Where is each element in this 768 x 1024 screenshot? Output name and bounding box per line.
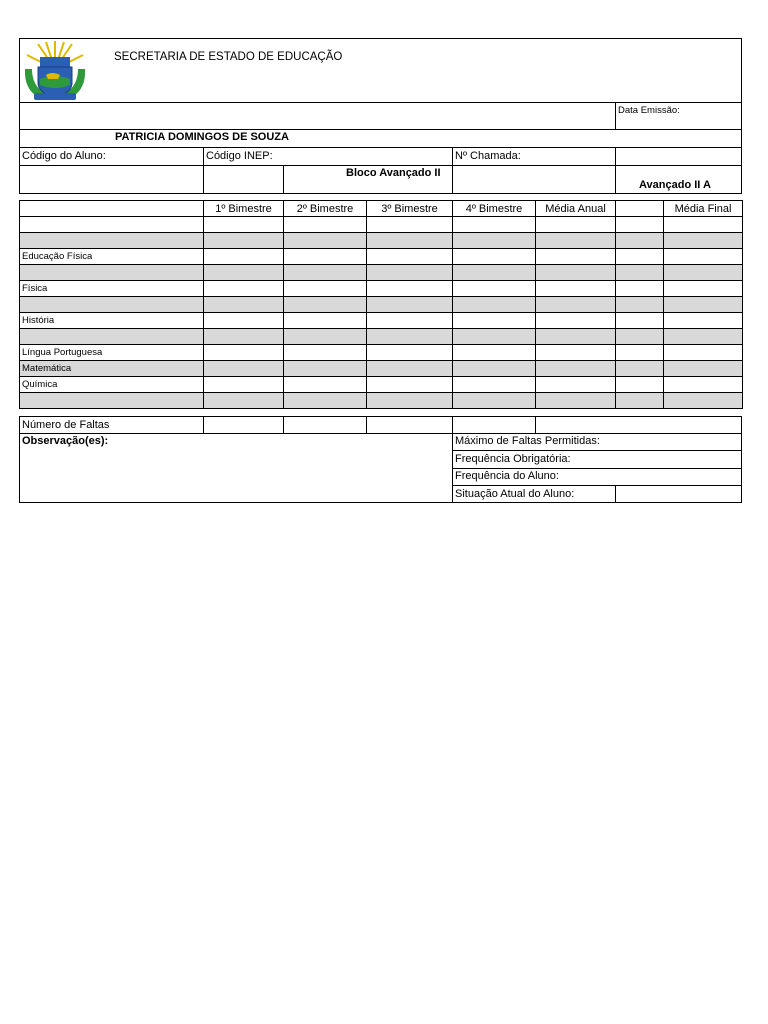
observacoes-label: Observação(es): xyxy=(22,435,109,447)
grade-cell xyxy=(367,329,453,345)
grade-cell xyxy=(536,313,616,329)
grade-cell xyxy=(536,217,616,233)
grade-cell xyxy=(536,297,616,313)
grade-cell xyxy=(453,345,536,361)
table-row xyxy=(20,297,743,313)
grade-cell xyxy=(284,297,367,313)
grade-cell xyxy=(204,361,284,377)
col-header xyxy=(20,201,204,217)
grade-cell xyxy=(284,377,367,393)
grade-cell xyxy=(616,361,664,377)
grade-cell xyxy=(367,281,453,297)
grade-cell xyxy=(367,233,453,249)
col-header: 1º Bimestre xyxy=(204,201,284,217)
grade-cell xyxy=(536,345,616,361)
grade-cell xyxy=(616,265,664,281)
grade-cell xyxy=(453,361,536,377)
grade-cell xyxy=(536,281,616,297)
table-row xyxy=(20,233,743,249)
grade-cell xyxy=(204,377,284,393)
grade-cell xyxy=(284,345,367,361)
table-row xyxy=(20,217,743,233)
grade-cell xyxy=(453,217,536,233)
table-row xyxy=(20,345,743,361)
grade-cell xyxy=(284,265,367,281)
grade-cell xyxy=(616,345,664,361)
col-header: 4º Bimestre xyxy=(453,201,536,217)
grade-cell xyxy=(204,345,284,361)
grade-cell xyxy=(616,233,664,249)
table-row xyxy=(20,249,743,265)
grade-cell xyxy=(204,329,284,345)
grade-cell xyxy=(453,377,536,393)
grade-cell xyxy=(536,249,616,265)
grade-cell xyxy=(536,361,616,377)
col-header: 2º Bimestre xyxy=(284,201,367,217)
grade-cell xyxy=(616,297,664,313)
chamada-label: Nº Chamada: xyxy=(455,150,521,162)
grade-cell xyxy=(536,265,616,281)
grade-cell xyxy=(204,249,284,265)
grade-cell xyxy=(664,393,743,409)
subject-cell: Química xyxy=(20,377,204,393)
grade-cell xyxy=(453,281,536,297)
grade-cell xyxy=(664,361,743,377)
grade-cell xyxy=(453,393,536,409)
grade-cell xyxy=(367,393,453,409)
codigo-aluno-label: Código do Aluno: xyxy=(22,150,106,162)
grades-header-row xyxy=(20,201,743,217)
grade-cell xyxy=(616,217,664,233)
grade-cell xyxy=(664,233,743,249)
grade-cell xyxy=(536,377,616,393)
table-row xyxy=(20,329,743,345)
codigo-inep-label: Código INEP: xyxy=(206,150,273,162)
grade-cell xyxy=(453,313,536,329)
col-header: Média Final xyxy=(664,201,743,217)
grade-cell xyxy=(664,265,743,281)
grade-cell xyxy=(616,281,664,297)
table-row xyxy=(20,281,743,297)
subject-cell xyxy=(20,233,204,249)
grade-cell xyxy=(664,345,743,361)
grade-cell xyxy=(284,217,367,233)
subject-cell: Língua Portuguesa xyxy=(20,345,204,361)
table-row xyxy=(20,377,743,393)
grade-cell xyxy=(367,217,453,233)
subject-cell: Matemática xyxy=(20,361,204,377)
subject-cell: Física xyxy=(20,281,204,297)
grade-cell xyxy=(284,393,367,409)
grade-cell xyxy=(616,249,664,265)
grade-cell xyxy=(616,329,664,345)
freq-obrig-label: Frequência Obrigatória: xyxy=(455,453,571,465)
grade-cell xyxy=(536,233,616,249)
grade-cell xyxy=(664,249,743,265)
grade-cell xyxy=(664,297,743,313)
subject-cell xyxy=(20,265,204,281)
grade-cell xyxy=(204,217,284,233)
situacao-label: Situação Atual do Aluno: xyxy=(455,488,575,500)
grade-cell xyxy=(664,313,743,329)
grades-table xyxy=(19,200,743,409)
grade-cell xyxy=(453,329,536,345)
report-card xyxy=(19,38,742,503)
grade-cell xyxy=(284,329,367,345)
grade-cell xyxy=(367,361,453,377)
grade-cell xyxy=(284,281,367,297)
grade-cell xyxy=(664,281,743,297)
grade-cell xyxy=(536,329,616,345)
student-name: PATRICIA DOMINGOS DE SOUZA xyxy=(115,131,289,143)
turma-label: Avançado II A xyxy=(639,179,711,191)
grade-cell xyxy=(367,249,453,265)
grade-cell xyxy=(367,265,453,281)
grade-cell xyxy=(664,377,743,393)
grade-cell xyxy=(453,297,536,313)
grade-cell xyxy=(284,233,367,249)
grade-cell xyxy=(453,233,536,249)
subject-cell xyxy=(20,329,204,345)
faltas-label: Número de Faltas xyxy=(22,419,110,431)
col-header: Média Anual xyxy=(536,201,616,217)
table-row xyxy=(20,313,743,329)
state-coat-of-arms-icon xyxy=(22,39,88,103)
grade-cell xyxy=(616,313,664,329)
grade-cell xyxy=(453,249,536,265)
grade-cell xyxy=(284,313,367,329)
grade-cell xyxy=(204,233,284,249)
subject-cell xyxy=(20,393,204,409)
grade-cell xyxy=(284,361,367,377)
freq-aluno-label: Frequência do Aluno: xyxy=(455,470,559,482)
grade-cell xyxy=(616,377,664,393)
table-row xyxy=(20,393,743,409)
grade-cell xyxy=(536,393,616,409)
subject-cell: História xyxy=(20,313,204,329)
grade-cell xyxy=(204,297,284,313)
table-row xyxy=(20,265,743,281)
grade-cell xyxy=(204,265,284,281)
col-header xyxy=(616,201,664,217)
grade-cell xyxy=(367,297,453,313)
col-header: 3º Bimestre xyxy=(367,201,453,217)
table-row xyxy=(20,361,743,377)
grade-cell xyxy=(204,313,284,329)
grade-cell xyxy=(204,393,284,409)
grade-cell xyxy=(453,265,536,281)
bloco-label: Bloco Avançado II xyxy=(346,167,441,179)
agency-title: SECRETARIA DE ESTADO DE EDUCAÇÃO xyxy=(114,51,343,63)
grade-cell xyxy=(664,217,743,233)
max-faltas-label: Máximo de Faltas Permitidas: xyxy=(455,435,600,447)
grade-cell xyxy=(616,393,664,409)
grade-cell xyxy=(367,377,453,393)
grade-cell xyxy=(367,345,453,361)
grade-cell xyxy=(284,249,367,265)
grade-cell xyxy=(664,329,743,345)
data-emissao-label: Data Emissão: xyxy=(618,105,680,116)
footer-box xyxy=(19,416,742,503)
subject-cell xyxy=(20,297,204,313)
grade-cell xyxy=(367,313,453,329)
header-box xyxy=(19,38,742,194)
grade-cell xyxy=(204,281,284,297)
subject-cell: Educação Física xyxy=(20,249,204,265)
subject-cell xyxy=(20,217,204,233)
